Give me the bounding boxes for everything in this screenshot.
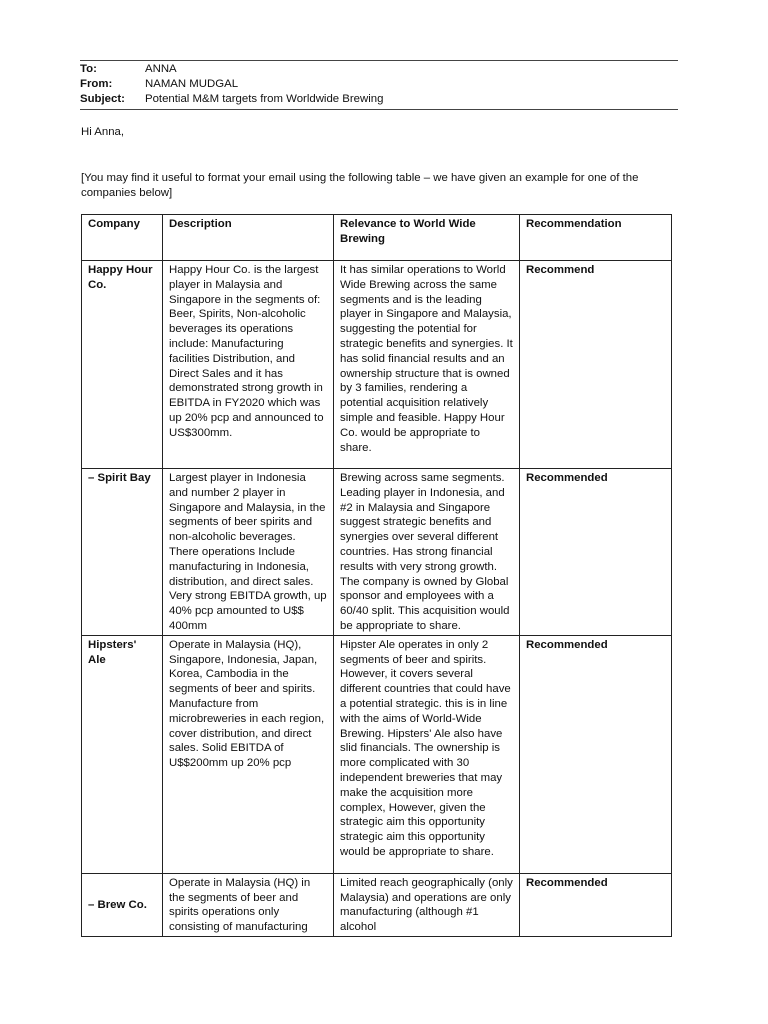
header-description: Description xyxy=(163,215,334,261)
recommendation-cell: Recommended xyxy=(520,469,672,636)
to-label: To: xyxy=(80,63,97,75)
subject-value: Potential M&M targets from Worldwide Brewing xyxy=(145,93,384,105)
to-value: ANNA xyxy=(145,63,177,75)
description-cell: Operate in Malaysia (HQ) in the segments of beer and spirits operations only consisting of manufacturing xyxy=(163,873,334,936)
company-cell: – Brew Co. xyxy=(82,873,163,936)
company-cell: – Spirit Bay xyxy=(82,469,163,636)
header-relevance: Relevance to World Wide Brewing xyxy=(334,215,520,261)
subject-row xyxy=(80,92,678,107)
from-label: From: xyxy=(80,78,113,90)
table-row xyxy=(82,261,672,469)
to-row xyxy=(80,62,678,77)
from-value: NAMAN MUDGAL xyxy=(145,78,239,90)
greeting: Hi Anna, xyxy=(81,126,125,138)
table-header-row xyxy=(82,215,672,261)
description-cell: Operate in Malaysia (HQ), Singapore, Indonesia, Japan, Korea, Cambodia in the segments of beer and spirits. Manufacture from microbreweries in each region, cover distribution, and direct sales. Solid EBITDA of U$$200mm up 20% pcp xyxy=(163,635,334,873)
header-recommendation: Recommendation xyxy=(520,215,672,261)
table-row xyxy=(82,469,672,636)
table-row xyxy=(82,873,672,936)
table-row xyxy=(82,635,672,873)
subject-label: Subject: xyxy=(80,93,125,105)
description-cell: Happy Hour Co. is the largest player in Malaysia and Singapore in the segments of: Beer, Spirits, Non-alcoholic beverages its operations include: Manufacturing facilities Distribution, and Direct Sales and it has demonstrated strong growth in EBITDA in FY2020 which was up 20% pcp and announced to US$300mm. xyxy=(163,261,334,469)
company-cell: Hipsters' Ale xyxy=(82,635,163,873)
recommendation-cell: Recommend xyxy=(520,261,672,469)
instruction-text: [You may find it useful to format your email using the following table – we have given an example for one of the companies below] xyxy=(81,172,639,199)
recommendation-cell: Recommended xyxy=(520,873,672,936)
relevance-cell: Limited reach geographically (only Malaysia) and operations are only manufacturing (although #1 alcohol xyxy=(334,873,520,936)
relevance-cell: Hipster Ale operates in only 2 segments of beer and spirits. However, it covers several different countries that could have a potential strategic. this is in line with the aims of World-Wide Brewing. Hipsters' Ale also have slid financials. The ownership is more complicated with 30 independent breweries that may make the acquisition more complex, However, given the strategic aim this opportunity strategic aim this opportunity would be appropriate to share. xyxy=(334,635,520,873)
from-row xyxy=(80,77,678,92)
header-company: Company xyxy=(82,215,163,261)
recommendation-cell: Recommended xyxy=(520,635,672,873)
company-cell: Happy Hour Co. xyxy=(82,261,163,469)
targets-table xyxy=(81,214,672,937)
email-header xyxy=(80,60,678,110)
relevance-cell: It has similar operations to World Wide Brewing across the same segments and is the leading player in Singapore and Malaysia, suggesting the potential for strategic benefits and synergies. It has solid financial results and an ownership structure that is owned by 3 families, rendering a potential acquisition relatively simple and feasible. Happy Hour Co. would be appropriate to share. xyxy=(334,261,520,469)
relevance-cell: Brewing across same segments. Leading player in Indonesia, and #2 in Malaysia and Singapore suggest strategic benefits and synergies over several different countries. Has strong financial results with very strong growth. The company is owned by Global sponsor and employees with a 60/40 split. This acquisition would be appropriate to share. xyxy=(334,469,520,636)
description-cell: Largest player in Indonesia and number 2 player in Singapore and Malaysia, in the segments of beer spirits and non-alcoholic beverages. There operations Include manufacturing in Indonesia, distribution, and direct sales. Very strong EBITDA growth, up 40% pcp amounted to U$$ 400mm xyxy=(163,469,334,636)
